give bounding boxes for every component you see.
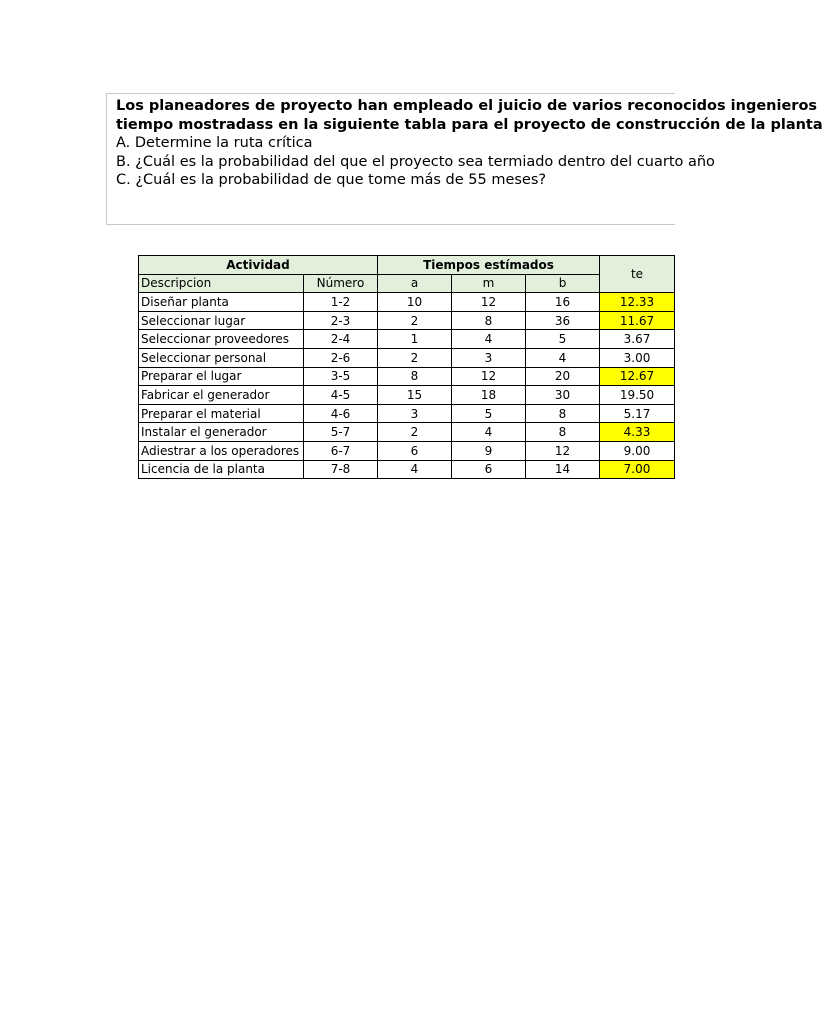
cell-m: 12 — [452, 293, 526, 312]
cell-numero: 7-8 — [304, 460, 378, 479]
cell-te: 7.00 — [600, 460, 675, 479]
cell-m: 4 — [452, 423, 526, 442]
cell-te: 4.33 — [600, 423, 675, 442]
cell-numero: 2-4 — [304, 330, 378, 349]
activity-times-table — [138, 255, 675, 479]
cell-descripcion: Fabricar el generador — [139, 386, 304, 405]
header-tiempos-estimados: Tiempos estímados — [378, 256, 600, 275]
cell-m: 3 — [452, 348, 526, 367]
question-c: C. ¿Cuál es la probabilidad de que tome más de 55 meses? — [116, 172, 547, 188]
cell-b: 20 — [526, 367, 600, 386]
cell-b: 5 — [526, 330, 600, 349]
cell-numero: 3-5 — [304, 367, 378, 386]
cell-numero: 4-5 — [304, 386, 378, 405]
cell-a: 10 — [378, 293, 452, 312]
cell-m: 5 — [452, 404, 526, 423]
cell-a: 2 — [378, 311, 452, 330]
cell-m: 6 — [452, 460, 526, 479]
header-columns-row — [139, 274, 675, 293]
problem-line-1: Los planeadores de proyecto han empleado el juicio de varios reconocidos ingenieros — [116, 98, 818, 114]
cell-te: 12.67 — [600, 367, 675, 386]
table-row — [139, 404, 675, 423]
cell-b: 4 — [526, 348, 600, 367]
cell-m: 9 — [452, 441, 526, 460]
cell-te: 3.67 — [600, 330, 675, 349]
problem-statement — [106, 93, 823, 225]
cell-numero: 2-6 — [304, 348, 378, 367]
cell-te: 9.00 — [600, 441, 675, 460]
table-row — [139, 311, 675, 330]
cell-a: 8 — [378, 367, 452, 386]
cell-descripcion: Instalar el generador — [139, 423, 304, 442]
cell-m: 8 — [452, 311, 526, 330]
cell-te: 12.33 — [600, 293, 675, 312]
cell-a: 2 — [378, 423, 452, 442]
cell-descripcion: Seleccionar personal — [139, 348, 304, 367]
header-group-row — [139, 256, 675, 275]
cell-numero: 4-6 — [304, 404, 378, 423]
cell-a: 2 — [378, 348, 452, 367]
cell-descripcion: Diseñar planta — [139, 293, 304, 312]
table-row — [139, 293, 675, 312]
cell-a: 3 — [378, 404, 452, 423]
header-actividad: Actividad — [139, 256, 378, 275]
cell-descripcion: Preparar el material — [139, 404, 304, 423]
table-row — [139, 348, 675, 367]
header-b: b — [526, 274, 600, 293]
header-a: a — [378, 274, 452, 293]
cell-b: 8 — [526, 423, 600, 442]
table-row — [139, 367, 675, 386]
header-te: te — [600, 256, 675, 293]
cell-te: 3.00 — [600, 348, 675, 367]
cell-b: 12 — [526, 441, 600, 460]
cell-numero: 2-3 — [304, 311, 378, 330]
cell-te: 19.50 — [600, 386, 675, 405]
table-row — [139, 423, 675, 442]
header-descripcion: Descripcion — [139, 274, 304, 293]
cell-a: 6 — [378, 441, 452, 460]
cell-b: 14 — [526, 460, 600, 479]
table-row — [139, 386, 675, 405]
cell-te: 5.17 — [600, 404, 675, 423]
cell-descripcion: Licencia de la planta — [139, 460, 304, 479]
table-row — [139, 441, 675, 460]
cell-descripcion: Seleccionar proveedores — [139, 330, 304, 349]
cell-numero: 5-7 — [304, 423, 378, 442]
cell-descripcion: Seleccionar lugar — [139, 311, 304, 330]
cell-m: 4 — [452, 330, 526, 349]
cell-a: 4 — [378, 460, 452, 479]
cell-b: 8 — [526, 404, 600, 423]
cell-numero: 1-2 — [304, 293, 378, 312]
cell-a: 15 — [378, 386, 452, 405]
header-numero: Número — [304, 274, 378, 293]
cell-descripcion: Preparar el lugar — [139, 367, 304, 386]
cell-te: 11.67 — [600, 311, 675, 330]
question-b: B. ¿Cuál es la probabilidad del que el proyecto sea termiado dentro del cuarto año — [116, 153, 715, 170]
problem-line-2: tiempo mostradass en la siguiente tabla para el proyecto de construcción de la planta — [116, 116, 823, 133]
cell-b: 30 — [526, 386, 600, 405]
cell-a: 1 — [378, 330, 452, 349]
cell-m: 12 — [452, 367, 526, 386]
cell-numero: 6-7 — [304, 441, 378, 460]
cell-descripcion: Adiestrar a los operadores — [139, 441, 304, 460]
cell-b: 36 — [526, 311, 600, 330]
table-row — [139, 330, 675, 349]
table-row — [139, 460, 675, 479]
header-m: m — [452, 274, 526, 293]
table-body — [139, 293, 675, 479]
cell-m: 18 — [452, 386, 526, 405]
cell-b: 16 — [526, 293, 600, 312]
question-a: A. Determine la ruta crítica — [116, 135, 313, 151]
